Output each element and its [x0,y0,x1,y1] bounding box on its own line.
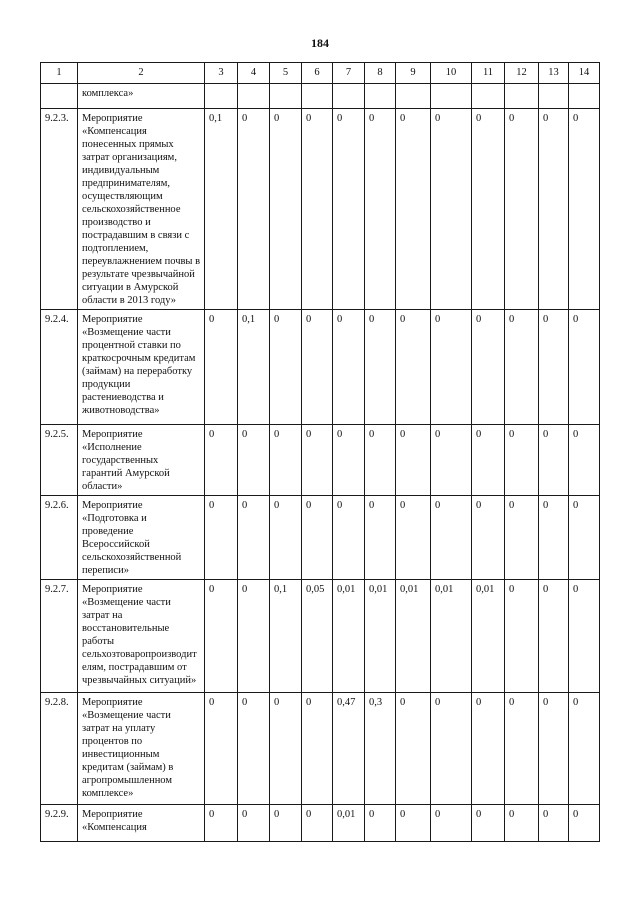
value-cell: 0 [270,496,302,580]
value-cell: 0 [270,109,302,310]
row-number: 9.2.4. [41,310,78,425]
table-row [41,805,600,842]
value-cell: 0 [365,109,396,310]
value-cell: 0,1 [238,310,270,425]
value-cell: 0 [505,496,539,580]
column-header-14: 14 [569,63,600,84]
value-cell: 0,01 [431,580,472,693]
value-cell: 0 [472,496,505,580]
table-header-row [41,63,600,84]
row-number: 9.2.9. [41,805,78,842]
row-title: комплекса» [78,84,205,109]
value-cell: 0 [396,310,431,425]
column-header-5: 5 [270,63,302,84]
value-cell [270,84,302,109]
value-cell: 0,47 [333,693,365,805]
value-cell: 0 [238,425,270,496]
value-cell: 0 [472,693,505,805]
value-cell: 0 [396,109,431,310]
value-cell: 0 [302,425,333,496]
row-title: Мероприятие «Исполнение государственных гарантий Амурской области» [78,425,205,496]
value-cell: 0 [270,805,302,842]
column-header-7: 7 [333,63,365,84]
row-title: Мероприятие «Компенсация [78,805,205,842]
value-cell: 0 [569,693,600,805]
column-header-6: 6 [302,63,333,84]
value-cell [505,84,539,109]
value-cell: 0 [505,693,539,805]
value-cell: 0 [505,580,539,693]
value-cell [302,84,333,109]
value-cell: 0 [302,693,333,805]
value-cell: 0 [472,109,505,310]
value-cell: 0,01 [333,580,365,693]
column-header-9: 9 [396,63,431,84]
value-cell: 0,3 [365,693,396,805]
value-cell: 0 [205,580,238,693]
value-cell: 0 [365,310,396,425]
value-cell: 0 [569,425,600,496]
value-cell: 0 [205,310,238,425]
value-cell: 0 [270,310,302,425]
value-cell: 0 [365,425,396,496]
value-cell: 0,01 [472,580,505,693]
value-cell: 0,1 [205,109,238,310]
table-row [41,109,600,310]
row-title: Мероприятие «Возмещение части затрат на уплату процентов по инвестиционным кредитам (займам) в агропромышленном комплексе» [78,693,205,805]
value-cell: 0 [365,805,396,842]
value-cell: 0,1 [270,580,302,693]
value-cell: 0 [302,109,333,310]
value-cell: 0 [270,425,302,496]
column-header-10: 10 [431,63,472,84]
indicators-table [40,62,600,842]
value-cell: 0 [205,425,238,496]
value-cell: 0 [333,109,365,310]
value-cell: 0 [569,580,600,693]
value-cell: 0 [365,496,396,580]
column-header-13: 13 [539,63,569,84]
table-row [41,425,600,496]
value-cell: 0 [302,496,333,580]
row-number: 9.2.8. [41,693,78,805]
value-cell: 0 [569,805,600,842]
value-cell [238,84,270,109]
value-cell: 0 [333,310,365,425]
value-cell: 0 [238,805,270,842]
table-row [41,496,600,580]
value-cell [333,84,365,109]
row-number: 9.2.7. [41,580,78,693]
column-header-12: 12 [505,63,539,84]
value-cell: 0 [396,425,431,496]
value-cell: 0 [539,496,569,580]
value-cell: 0 [505,109,539,310]
value-cell: 0 [505,805,539,842]
value-cell: 0 [431,109,472,310]
value-cell [205,84,238,109]
value-cell: 0 [431,425,472,496]
column-header-8: 8 [365,63,396,84]
row-number [41,84,78,109]
value-cell: 0 [472,805,505,842]
page-number: 184 [311,36,329,50]
table-row [41,693,600,805]
column-header-3: 3 [205,63,238,84]
row-title: Мероприятие «Подготовка и проведение Всероссийской сельскохозяйственной переписи» [78,496,205,580]
value-cell: 0,01 [396,580,431,693]
value-cell: 0 [539,580,569,693]
value-cell: 0 [569,109,600,310]
value-cell: 0 [431,805,472,842]
column-header-2: 2 [78,63,205,84]
column-header-4: 4 [238,63,270,84]
value-cell: 0,01 [365,580,396,693]
value-cell [365,84,396,109]
value-cell: 0,01 [333,805,365,842]
value-cell [431,84,472,109]
value-cell: 0 [569,496,600,580]
value-cell: 0 [396,693,431,805]
row-title: Мероприятие «Возмещение части процентной ставки по краткосрочным кредитам (займам) на переработку продукции растениеводства и животноводства» [78,310,205,425]
value-cell: 0 [270,693,302,805]
value-cell: 0 [205,805,238,842]
value-cell: 0 [302,805,333,842]
row-title: Мероприятие «Возмещение части затрат на восстановительные работы сельхозтоваропроизводит елям, пострадавшим от чрезвычайных ситуаций» [78,580,205,693]
row-title: Мероприятие «Компенсация понесенных прямых затрат организациям, индивидуальным предпринимателям, осуществляющим сельскохозяйственное производство и пострадавшим в связи с подтоплением, переувлажнением почвы в результате чрезвычайной ситуации в Амурской области в 2013 году» [78,109,205,310]
table-row [41,310,600,425]
value-cell: 0 [472,310,505,425]
value-cell: 0 [238,693,270,805]
value-cell: 0 [539,109,569,310]
value-cell: 0 [431,310,472,425]
value-cell: 0 [205,693,238,805]
value-cell: 0 [431,693,472,805]
value-cell: 0 [333,425,365,496]
value-cell: 0,05 [302,580,333,693]
column-header-1: 1 [41,63,78,84]
value-cell: 0 [539,310,569,425]
value-cell [569,84,600,109]
value-cell: 0 [396,805,431,842]
value-cell: 0 [396,496,431,580]
value-cell: 0 [539,693,569,805]
row-number: 9.2.5. [41,425,78,496]
value-cell [472,84,505,109]
value-cell: 0 [569,310,600,425]
row-number: 9.2.3. [41,109,78,310]
table-row [41,580,600,693]
value-cell: 0 [205,496,238,580]
value-cell [539,84,569,109]
value-cell: 0 [333,496,365,580]
value-cell: 0 [238,580,270,693]
value-cell: 0 [302,310,333,425]
value-cell: 0 [431,496,472,580]
column-header-11: 11 [472,63,505,84]
value-cell: 0 [505,310,539,425]
row-number: 9.2.6. [41,496,78,580]
value-cell: 0 [505,425,539,496]
value-cell [396,84,431,109]
value-cell: 0 [238,496,270,580]
value-cell: 0 [472,425,505,496]
value-cell: 0 [539,805,569,842]
value-cell: 0 [238,109,270,310]
value-cell: 0 [539,425,569,496]
table-row [41,84,600,109]
